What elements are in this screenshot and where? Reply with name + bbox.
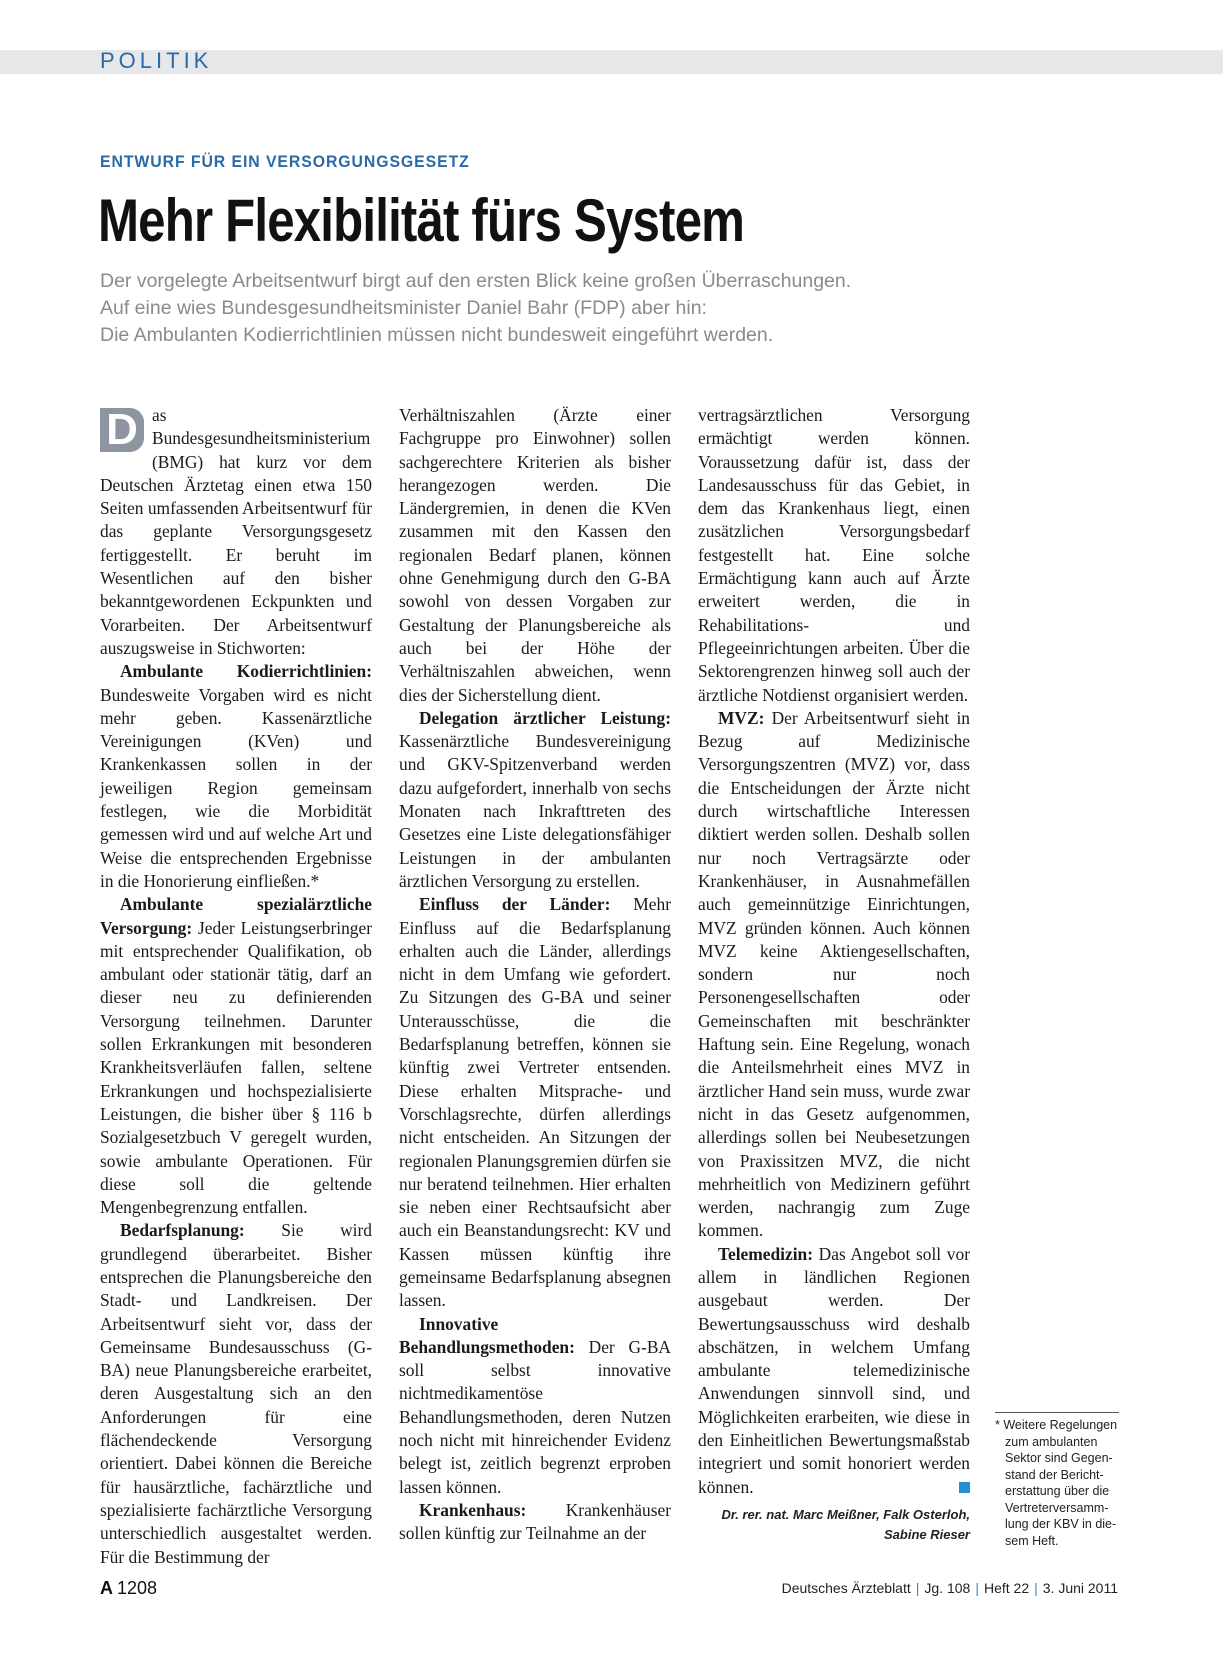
byline-line: Sabine Rieser [884, 1526, 970, 1542]
paragraph-text: Der G-BA soll selbst innovative nichtmedikamentöse Behandlungsmethoden, deren Nutzen noch nicht mit hinreichender Evidenz belegt ist, zeitlich begrenzt erproben lassen können. [399, 1336, 671, 1497]
paragraph-text: Der Arbeitsentwurf sieht in Bezug auf Medizinische Versorgungszentren (MVZ) vor, dass die Entscheidungen der Ärzte nicht durch wirtschaftliche Interessen diktiert werden sollen. Deshalb sollen nur noch Vertragsärzte oder Krankenhäuser, in Ausnahmefällen auch gemeinnützige Einrichtungen, MVZ gründen können. Auch können MVZ keine Aktiengesellschaften, sondern nur noch Personengesellschaften oder Gemeinschaften mit beschränkter Haftung sein. Eine Regelung, wonach die Anteilsmehrheit eines MVZ in ärztlicher Hand sein muss, wurde zwar nicht in das Gesetz aufgenommen, allerdings sollen bei Neubesetzungen von Praxissitzen MVZ, die nicht mehrheitlich von Medizinern geführt werden, nachrangig zum Zuge kommen. [698, 707, 970, 1241]
paragraph [399, 893, 671, 1312]
footnote-line: zum ambulanten [1005, 1434, 1098, 1449]
paragraph-text: as Bundesgesundheitsministerium (BMG) hat kurz vor dem Deutschen Ärztetag einen etwa 150 Seiten umfassenden Arbeitsentwurf für das geplante Versorgungsgesetz fertiggestellt. Er beruht im Wesentlichen auf den bisher bekanntgewordenen Eckpunkten und Vorarbeiten. Der Arbeitsentwurf auszugsweise in Stichworten: [100, 405, 372, 658]
article-kicker: ENTWURF FÜR EIN VERSORGUNGSGESETZ [100, 152, 470, 171]
paragraph [698, 707, 970, 1243]
paragraph-text: Bundesweite Vorgaben wird es nicht mehr geben. Kassenärztliche Vereinigungen (KVen) und Krankenkassen sollen in der jeweiligen Region gemeinsam festlegen, wie die Morbidität gemessen wird und auf welche Art und Weise die entsprechenden Ergebnisse in die Honorierung einfließen.* [100, 684, 372, 891]
page-prefix: A [100, 1578, 113, 1598]
journal-date: 3. Juni 2011 [1042, 1580, 1118, 1596]
author-byline [698, 1505, 970, 1545]
footnote-line: Vertreterversamm- [1005, 1500, 1109, 1515]
end-of-article-icon [959, 1482, 970, 1493]
paragraph [100, 893, 372, 1219]
text-column-3 [698, 404, 970, 1545]
journal-name: Deutsches Ärzteblatt [781, 1580, 911, 1596]
separator: | [1034, 1580, 1038, 1596]
subheading: Innovative Behandlungsmethoden: [399, 1313, 575, 1357]
subheading: Bedarfsplanung: [120, 1220, 245, 1241]
paragraph [100, 660, 372, 893]
paragraph-text: Jeder Leistungserbringer mit entsprechender Qualifikation, ob ambulant oder stationär tätig, darf an dieser neu zu definierenden Versorgung teilnehmen. Darunter sollen Erkrankungen mit besonderen Krankheitsverläufen fallen, seltene Erkrankungen und hochspezialisierte Leistungen, die bisher über § 116 b Sozialgesetzbuch V geregelt wurden, sowie ambulante Operationen. Für diese soll die geltende Mengenbegrenzung entfallen. [100, 917, 372, 1218]
separator: | [975, 1580, 979, 1596]
page-number-value: 1208 [117, 1578, 158, 1598]
drop-cap: D [100, 408, 144, 452]
paragraph-text: Mehr Einfluss auf die Bedarfsplanung erhalten auch die Länder, allerdings nicht in dem Umfang wie gefordert. Zu Sitzungen des G-BA und seiner Unterausschüsse, die die Bedarfsplanung betreffen, können sie künftig zwei Vertreter entsenden. Diese erhalten Mitsprache- und Vorschlagsrechte, dürfen allerdings nicht entscheiden. An Sitzungen der regionalen Planungsgremien dürfen sie nur beratend teilnehmen. Hier erhalten sie neben einer Rechtsaufsicht aber auch ein Beanstandungsrecht: KV und Kassen müssen künftig ihre gemeinsame Bedarfsplanung absegnen lassen. [399, 894, 671, 1311]
footnote-line: erstattung über die [1005, 1484, 1110, 1498]
lede-line: Der vorgelegte Arbeitsentwurf birgt auf den ersten Blick keine großen Überraschungen. [100, 270, 852, 292]
paragraph-text: Krankenhäuser sollen künftig zur Teilnahme an der [399, 1499, 671, 1544]
journal-volume: Jg. 108 [924, 1580, 971, 1596]
journal-info [782, 1580, 1118, 1596]
lede-line: Die Ambulanten Kodierrichtlinien müssen nicht bundesweit eingeführt werden. [100, 324, 774, 346]
byline-line: Dr. rer. nat. Marc Meißner, Falk Osterloh, [721, 1506, 970, 1522]
paragraph [100, 1219, 372, 1568]
footnote-line: lung der KBV in die- [1005, 1517, 1117, 1531]
paragraph [399, 1313, 671, 1499]
subheading: Einfluss der Länder: [419, 894, 611, 915]
footnote-line: stand der Bericht- [1005, 1467, 1104, 1482]
subheading: Delegation ärztlicher Leistung: [419, 707, 671, 728]
paragraph-text: vertragsärztlichen Versorgung ermächtigt werden können. Voraussetzung dafür ist, dass der Landesausschuss für das Gebiet, in dem das Krankenhaus liegt, einen zusätzlichen Versorgungsbedarf festgestellt hat. Eine solche Ermächtigung kann auch auf Ärzte erweitert werden, die in Rehabilitations- und Pflegeeinrichtungen arbeiten. Über die Sektorengrenzen hinweg soll auch der ärztliche Notdienst organisiert werden. [698, 405, 970, 705]
footnote-line: sem Heft. [1005, 1533, 1059, 1548]
footnote [995, 1412, 1119, 1549]
paragraph [399, 707, 671, 893]
section-label: POLITIK [100, 48, 213, 73]
subheading: Krankenhaus: [419, 1499, 527, 1520]
paragraph-text: Kassenärztliche Bundesvereinigung und GKV-Spitzenverband werden dazu aufgefordert, innerhalb von sechs Monaten nach Inkrafttreten des Gesetzes eine Liste delegationsfähiger Leistungen in der ambulanten ärztlichen Versorgung zu erstellen. [399, 731, 671, 891]
subheading: MVZ: [718, 707, 765, 728]
footnote-line: * Weitere Regelungen [995, 1418, 1118, 1432]
journal-issue: Heft 22 [983, 1580, 1030, 1596]
paragraph-text: Sie wird grundlegend überarbeitet. Bisher entsprechen die Planungsbereiche den Stadt- und Landkreisen. Der Arbeitsentwurf sieht vor, dass der Gemeinsame Bundesausschuss (G-BA) neue Planungsbereiche erarbeitet, deren Ausgestaltung sich an den Anforderungen für eine flächendeckende Versorgung orientiert. Dabei können die Bereiche für hausärztliche, fachärztliche und spezialisierte fachärztliche Versorgung unterschiedlich ausgestaltet werden. Für die Bestimmung der [100, 1220, 372, 1567]
subheading: Telemedizin: [718, 1243, 813, 1264]
paragraph [399, 1499, 671, 1546]
text-column-2 [399, 404, 671, 1546]
paragraph [399, 404, 671, 707]
article-lede [100, 268, 1050, 349]
footnote-line: Sektor sind Gegen- [1005, 1451, 1113, 1465]
text-column-1 [100, 404, 372, 1569]
paragraph-text: Das Angebot soll vor allem in ländlichen Regionen ausgebaut werden. Der Bewertungsausschuss wird deshalb abschätzen, in welchem Umfang ambulante telemedizinische Anwendungen sinnvoll sind, und Möglichkeiten erarbeiten, wie diese in den Einheitlichen Bewertungsmaßstab integriert und somit honoriert werden können. [698, 1243, 970, 1497]
paragraph [698, 1243, 970, 1499]
paragraph [698, 404, 970, 707]
lede-line: Auf eine wies Bundesgesundheitsminister Daniel Bahr (FDP) aber hin: [100, 297, 707, 319]
page-number [100, 1578, 157, 1599]
paragraph-text: Verhältniszahlen (Ärzte einer Fachgruppe pro Einwohner) sollen sachgerechtere Kriterien als bisher herangezogen werden. Die Ländergremien, in denen die KVen zusammen mit den Kassen den regionalen Bedarf planen, können ohne Genehmigung durch den G-BA sowohl von dessen Vorgaben zur Gestaltung der Planungsbereiche als auch bei der Höhe der Verhältniszahlen abweichen, wenn dies der Sicherstellung dient. [399, 405, 671, 705]
subheading: Ambulante Kodierrichtlinien: [120, 661, 372, 682]
separator: | [915, 1580, 920, 1596]
article-title: Mehr Flexibilität fürs System [98, 187, 745, 254]
intro-paragraph [100, 404, 372, 660]
subheading: Ambulante spezialärztliche Versorgung: [100, 894, 372, 938]
